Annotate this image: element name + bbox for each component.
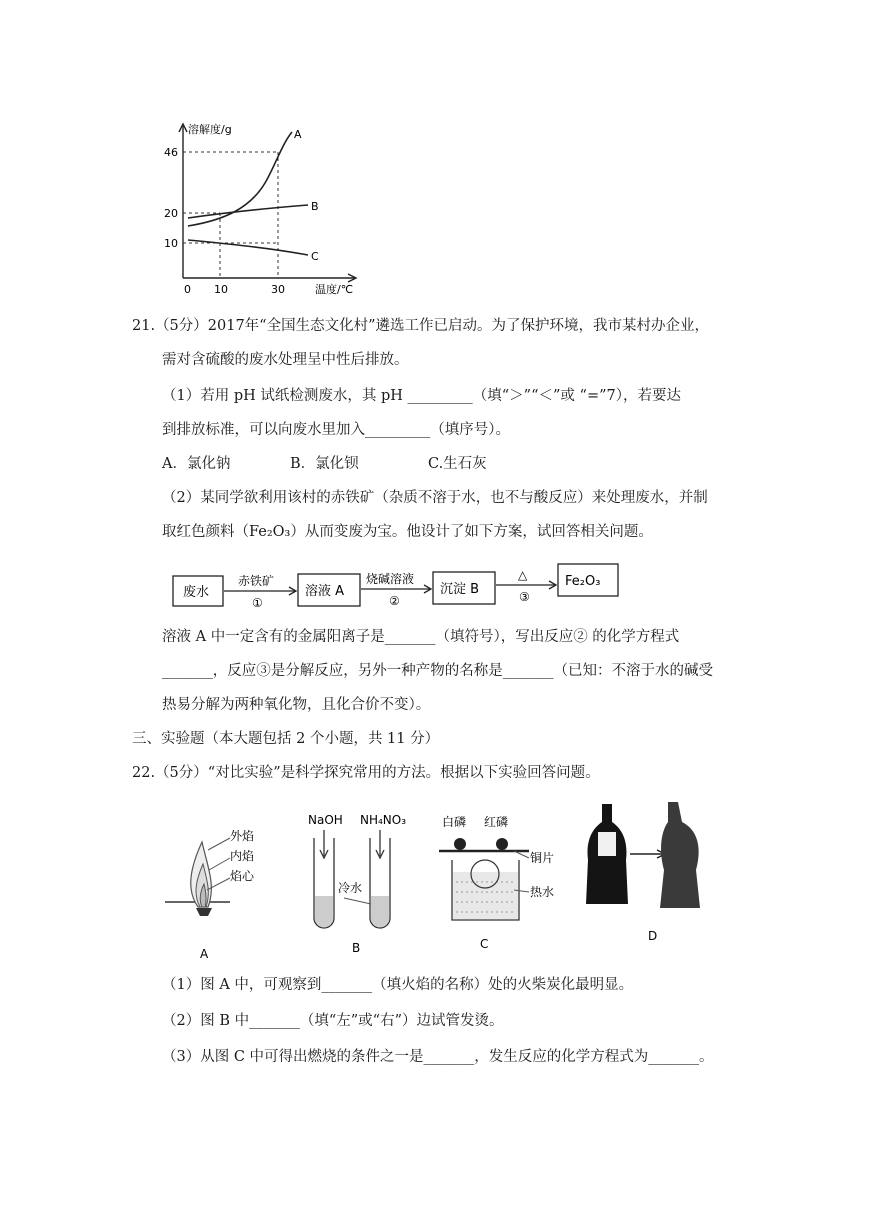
figure-b-test-tubes xyxy=(296,808,426,958)
hot-water-label: 热水 xyxy=(530,885,555,899)
curve-label-b: B xyxy=(311,200,319,213)
figure-c-caption: C xyxy=(480,937,489,951)
q21-part2-line1: （2）某同学欲利用该村的赤铁矿（杂质不溶于水，也不与酸反应）来处理废水，并制 xyxy=(162,490,708,506)
x-axis-label: 温度/℃ xyxy=(315,283,354,296)
figure-c-combustion xyxy=(434,810,574,960)
cold-water-label: 冷水 xyxy=(338,881,363,895)
q21-part1-line2: 到排放标准，可以向废水里加入_________（填序号）。 xyxy=(162,422,510,438)
q21-part2-line2: 取红色颜料（Fe₂O₃）从而变废为宝。他设计了如下方案，试回答相关问题。 xyxy=(162,524,653,540)
curve-b xyxy=(188,205,308,218)
x-tick-10: 10 xyxy=(214,283,228,296)
figure-a-caption: A xyxy=(200,947,209,961)
y-axis-label: 溶解度/g xyxy=(188,123,232,136)
y-tick-10: 10 xyxy=(164,237,178,250)
flow-arrow3-top: △ xyxy=(518,568,528,582)
q21-option-a: A．氯化钠 xyxy=(162,456,231,472)
q21-part3-line2: _______，反应③是分解反应，另外一种产物的名称是_______（已知：不溶于水的碱受 xyxy=(162,663,713,679)
q22-head: 22.（5分）“对比实验”是科学探究常用的方法。根据以下实验回答问题。 xyxy=(132,765,600,781)
figure-d-bottles xyxy=(584,796,734,956)
q22-part3: （3）从图 C 中可得出燃烧的条件之一是_______，发生反应的化学方程式为_______。 xyxy=(162,1049,714,1065)
curve-c xyxy=(188,240,308,255)
x-tick-0: 0 xyxy=(184,283,191,296)
reagent-naoh: NaOH xyxy=(308,813,343,827)
flow-arrow2-top: 烧碱溶液 xyxy=(366,572,415,586)
curve-label-c: C xyxy=(311,250,319,263)
y-tick-46: 46 xyxy=(164,146,178,159)
red-phosphorus-label: 红磷 xyxy=(484,815,509,829)
solubility-graph xyxy=(150,118,370,296)
reagent-nh4no3: NH₄NO₃ xyxy=(360,813,407,827)
y-tick-20: 20 xyxy=(164,207,178,220)
flow-box3-text: 沉淀 B xyxy=(440,582,480,597)
figure-b-caption: B xyxy=(352,941,361,955)
flame-label-core: 焰心 xyxy=(230,869,255,883)
flow-arrow1-top: 赤铁矿 xyxy=(238,574,275,588)
x-tick-30: 30 xyxy=(271,283,285,296)
process-flow-diagram xyxy=(170,560,630,616)
figure-a-flame xyxy=(160,812,270,962)
flow-box4-text: Fe₂O₃ xyxy=(565,574,601,589)
q21-option-c: C.生石灰 xyxy=(428,456,487,472)
white-phosphorus-label: 白磷 xyxy=(442,815,467,829)
q21-part1-line1: （1）若用 pH 试纸检测废水，其 pH _________（填“＞”“＜”或 “=”7），若要达 xyxy=(162,388,681,404)
q21-part3-line1: 溶液 A 中一定含有的金属阳离子是_______（填符号），写出反应② 的化学方程式 xyxy=(162,629,680,645)
q21-head-line2: 需对含硫酸的废水处理呈中性后排放。 xyxy=(162,352,409,368)
q22-part1: （1）图 A 中，可观察到_______（填火焰的名称）处的火柴炭化最明显。 xyxy=(162,977,634,993)
flow-arrow1-bot: ① xyxy=(252,596,263,610)
q21-part3-line3: 热易分解为两种氧化物，且化合价不变）。 xyxy=(162,697,431,713)
section-three-title: 三、实验题（本大题包括 2 个小题，共 11 分） xyxy=(132,731,440,747)
curve-label-a: A xyxy=(294,128,302,141)
flow-arrow3-bot: ③ xyxy=(519,590,530,604)
copper-sheet-label: 铜片 xyxy=(530,851,555,865)
bottle-after xyxy=(660,802,700,908)
flame-label-outer: 外焰 xyxy=(230,829,255,843)
flame-label-inner: 内焰 xyxy=(230,849,255,863)
flow-arrow2-bot: ② xyxy=(389,594,400,608)
flow-box1-text: 废水 xyxy=(183,585,210,600)
q21-head-line1: 21.（5分）2017年“全国生态文化村”遴选工作已启动。为了保护环境，我市某村办企业， xyxy=(132,318,710,334)
q21-option-b: B．氯化钡 xyxy=(290,456,359,472)
q22-part2: （2）图 B 中_______（填“左”或“右”）边试管发烫。 xyxy=(162,1013,504,1029)
flow-box2-text: 溶液 A xyxy=(305,584,345,599)
figure-d-caption: D xyxy=(648,929,658,943)
